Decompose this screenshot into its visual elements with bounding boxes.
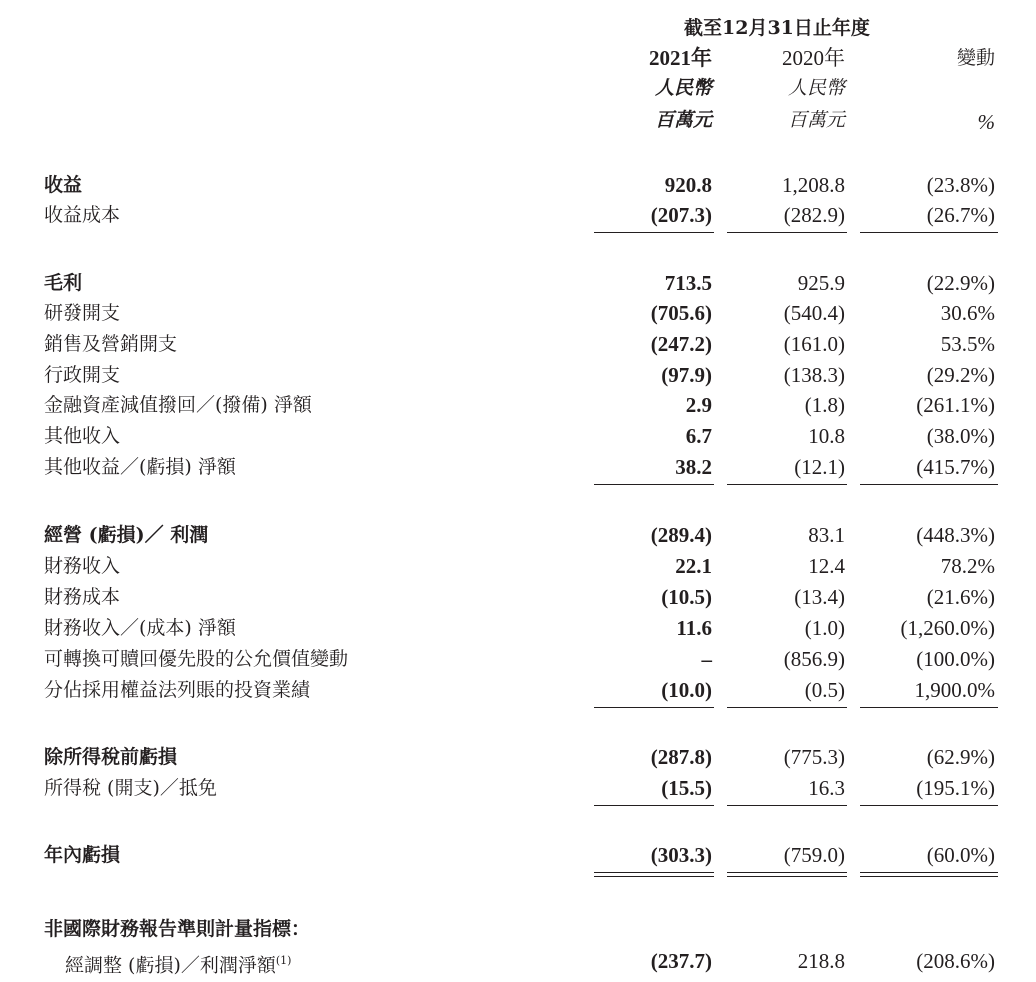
- row-label: 收益成本: [44, 204, 121, 226]
- col-change-unit: %: [977, 110, 995, 134]
- value-2021: (10.5): [661, 585, 712, 609]
- value-change: (415.7%): [916, 455, 995, 479]
- value-2021: (10.0): [661, 678, 712, 702]
- row-label: 財務成本: [44, 586, 121, 608]
- row-label: 財務收入: [44, 555, 121, 577]
- row-label: 財務收入／(成本) 淨額: [44, 617, 236, 639]
- value-2021: (705.6): [650, 301, 712, 325]
- subtotal-rule: [594, 484, 714, 485]
- value-2021: –: [701, 647, 712, 671]
- value-2021: (237.7): [650, 949, 712, 973]
- value-2021: 22.1: [675, 554, 712, 578]
- value-2021: (247.2): [650, 332, 712, 356]
- value-2020: (1.8): [804, 393, 845, 417]
- col-2020-unit: 百萬元: [787, 109, 845, 131]
- period-header: 截至12月31日止年度: [684, 17, 870, 39]
- total-double-rule: [727, 872, 847, 877]
- table-row: [0, 452, 1036, 482]
- row-label: 銷售及營銷開支: [44, 333, 178, 355]
- row-label: 毛利: [44, 272, 83, 294]
- value-2020: (775.3): [783, 745, 845, 769]
- row-label: 其他收益／(虧損) 淨額: [44, 456, 236, 478]
- value-2020: 10.8: [808, 424, 845, 448]
- value-change: 30.6%: [940, 301, 995, 325]
- value-2021: 6.7: [685, 424, 712, 448]
- value-change: (60.0%): [926, 843, 995, 867]
- table-row: [0, 946, 1036, 976]
- table-row: [0, 582, 1036, 612]
- value-2020: (161.0): [783, 332, 845, 356]
- subtotal-rule: [860, 805, 998, 806]
- value-change: (261.1%): [916, 393, 995, 417]
- value-2021: 11.6: [676, 616, 712, 640]
- table-row: [0, 298, 1036, 328]
- col-2021-currency: 人民幣: [654, 77, 712, 99]
- value-change: 53.5%: [940, 332, 995, 356]
- value-2020: 16.3: [808, 776, 845, 800]
- value-change: (208.6%): [916, 949, 995, 973]
- value-2021: (289.4): [650, 523, 712, 547]
- value-2021: (303.3): [650, 843, 712, 867]
- value-2020: (540.4): [783, 301, 845, 325]
- col-2020-year: 2020年: [782, 46, 845, 70]
- row-label: 研發開支: [44, 302, 121, 324]
- value-change: (38.0%): [926, 424, 995, 448]
- value-2020: 83.1: [808, 523, 845, 547]
- value-change: (195.1%): [916, 776, 995, 800]
- value-change: (26.7%): [926, 203, 995, 227]
- row-label: 所得稅 (開支)／抵免: [44, 777, 217, 799]
- total-double-rule: [860, 872, 998, 877]
- value-change: (448.3%): [916, 523, 995, 547]
- subtotal-rule: [594, 232, 714, 233]
- value-2020: (13.4): [794, 585, 845, 609]
- col-2021-year: 2021年: [649, 46, 712, 70]
- table-row: [0, 644, 1036, 674]
- value-2021: (287.8): [650, 745, 712, 769]
- value-2021: (15.5): [661, 776, 712, 800]
- row-label: 行政開支: [44, 364, 121, 386]
- table-row: [0, 268, 1036, 298]
- value-2020: (138.3): [783, 363, 845, 387]
- table-row: [0, 170, 1036, 200]
- table-row: [0, 840, 1036, 870]
- table-row: [0, 390, 1036, 420]
- value-change: (1,260.0%): [900, 616, 995, 640]
- table-row: [0, 200, 1036, 230]
- row-label: 年內虧損: [44, 844, 121, 866]
- subtotal-rule: [860, 232, 998, 233]
- row-label: 其他收入: [44, 425, 121, 447]
- value-2021: 713.5: [664, 271, 712, 295]
- value-change: (62.9%): [926, 745, 995, 769]
- subtotal-rule: [860, 707, 998, 708]
- value-change: 78.2%: [940, 554, 995, 578]
- subtotal-rule: [727, 707, 847, 708]
- value-2021: 920.8: [664, 173, 712, 197]
- row-label: 分佔採用權益法列賬的投資業績: [44, 679, 311, 701]
- subtotal-rule: [727, 805, 847, 806]
- value-2021: 38.2: [675, 455, 712, 479]
- row-label: 收益: [44, 174, 83, 196]
- value-2020: (856.9): [783, 647, 845, 671]
- table-row: [0, 520, 1036, 550]
- value-change: (23.8%): [926, 173, 995, 197]
- value-change: (100.0%): [916, 647, 995, 671]
- table-row: [0, 773, 1036, 803]
- value-2020: (759.0): [783, 843, 845, 867]
- row-label: 除所得稅前虧損: [44, 746, 178, 768]
- non-ifrs-heading-row: [0, 914, 1036, 944]
- value-2021: (97.9): [661, 363, 712, 387]
- value-2020: (1.0): [804, 616, 845, 640]
- table-row: [0, 742, 1036, 772]
- footnote-marker: (1): [275, 954, 292, 967]
- value-2021: (207.3): [650, 203, 712, 227]
- table-row: [0, 551, 1036, 581]
- table-row: [0, 613, 1036, 643]
- subtotal-rule: [594, 805, 714, 806]
- subtotal-rule: [860, 484, 998, 485]
- row-label: 可轉換可贖回優先股的公允價值變動: [44, 648, 349, 670]
- value-2020: (12.1): [794, 455, 845, 479]
- table-row: [0, 675, 1036, 705]
- col-change-label: 變動: [956, 47, 995, 69]
- value-2020: (282.9): [783, 203, 845, 227]
- value-2021: 2.9: [685, 393, 712, 417]
- subtotal-rule: [594, 707, 714, 708]
- value-change: 1,900.0%: [914, 678, 995, 702]
- value-2020: 1,208.8: [782, 173, 845, 197]
- subtotal-rule: [727, 484, 847, 485]
- adjusted-label-text: 經調整 (虧損)／利潤淨額: [65, 954, 276, 977]
- value-change: (22.9%): [926, 271, 995, 295]
- table-row: [0, 421, 1036, 451]
- row-label: 金融資產減值撥回／(撥備) 淨額: [44, 394, 312, 416]
- total-double-rule: [594, 872, 714, 877]
- table-row: [0, 329, 1036, 359]
- table-row: [0, 360, 1036, 390]
- row-label: 經營 (虧損)／ 利潤: [44, 524, 209, 546]
- value-change: (21.6%): [926, 585, 995, 609]
- value-2020: 218.8: [797, 949, 845, 973]
- col-2021-unit: 百萬元: [654, 109, 712, 131]
- value-2020: (0.5): [804, 678, 845, 702]
- row-label: [65, 946, 291, 980]
- col-2020-currency: 人民幣: [787, 77, 845, 99]
- value-change: (29.2%): [926, 363, 995, 387]
- value-2020: 12.4: [808, 554, 845, 578]
- subtotal-rule: [727, 232, 847, 233]
- value-2020: 925.9: [797, 271, 845, 295]
- non-ifrs-heading: 非國際財務報告準則計量指標：: [44, 918, 311, 940]
